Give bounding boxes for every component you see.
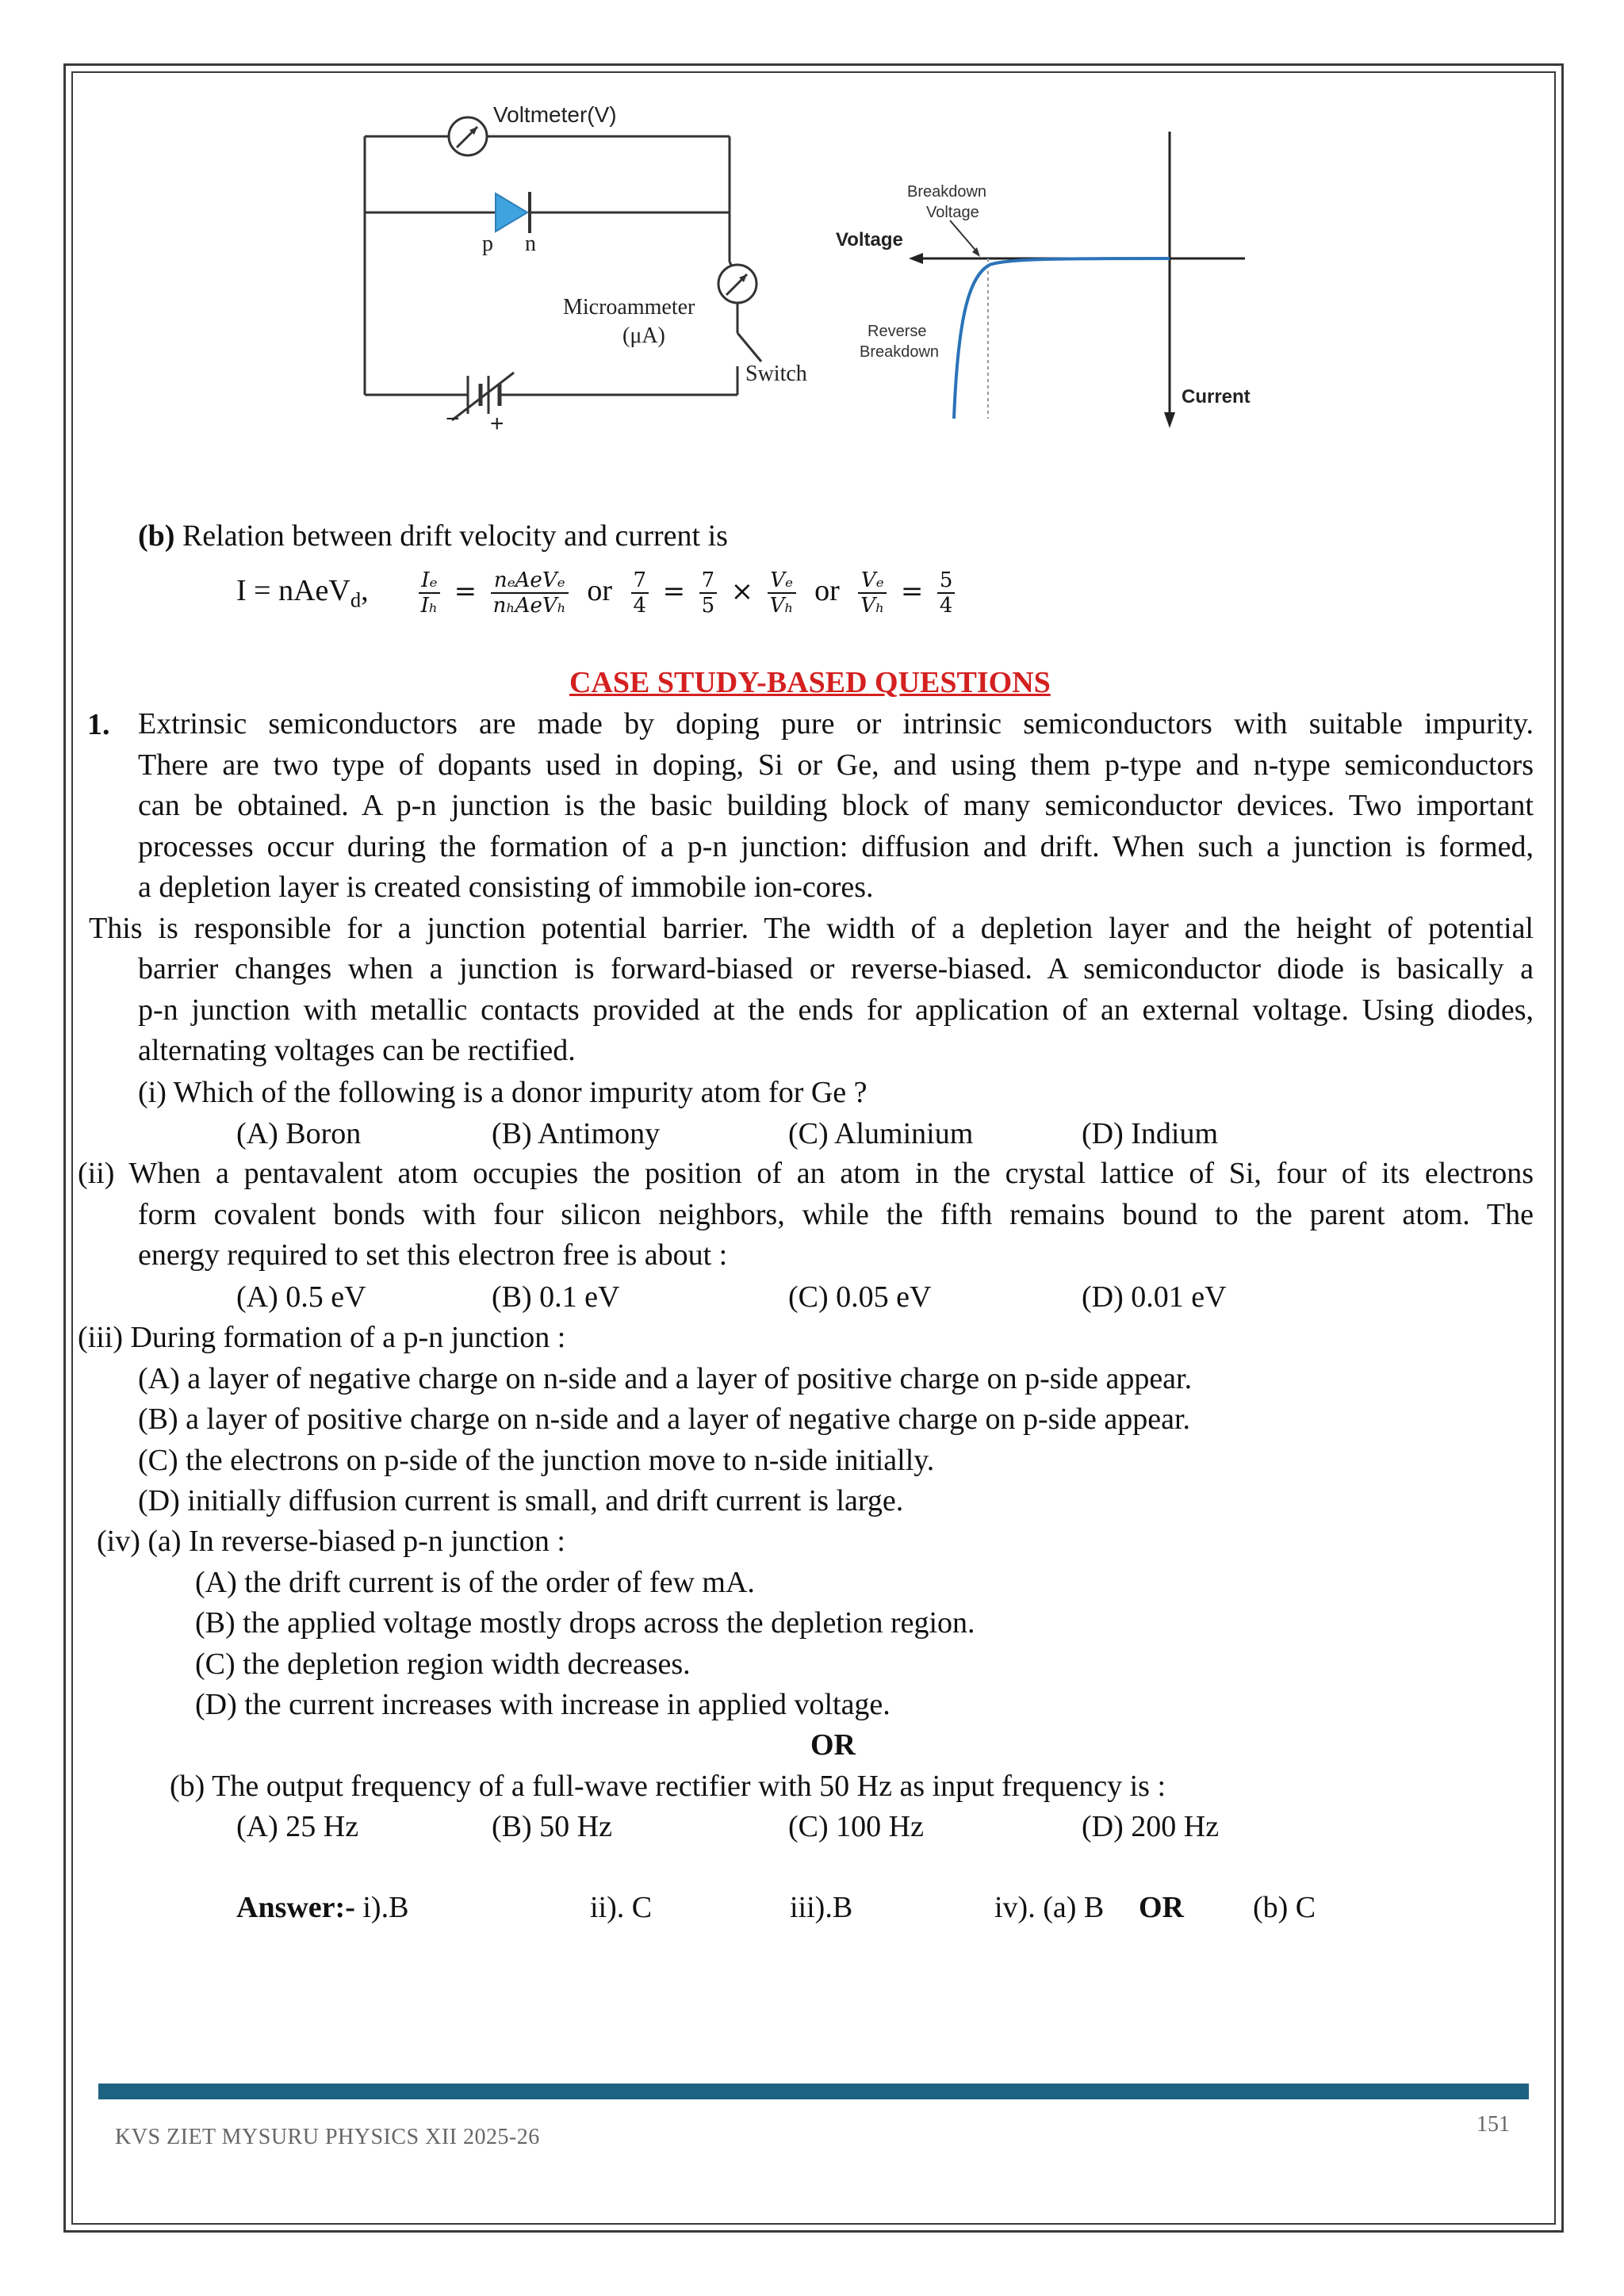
option-iii-a: (A) a layer of negative charge on n-side and a layer of positive charge on p-side appear. [138,1362,1193,1395]
switch-label: Switch [745,362,807,386]
option-iii-b: (B) a layer of positive charge on n-side and a layer of negative charge on p-side appear. [138,1402,1191,1436]
option-iii-d: (D) initially diffusion current is small, and drift current is large. [138,1484,904,1517]
paragraph-line: processes occur during the formation of a p-n junction: diffusion and drift. When such a junction is formed, [138,829,1534,863]
diode-icon [496,193,527,232]
section-heading: CASE STUDY-BASED QUESTIONS [569,666,1051,699]
paragraph-line: a depletion layer is created consisting of immobile ion-cores. [138,871,874,904]
microammeter-unit: (μA) [622,323,665,348]
sub-question-i: (i) Which of the following is a donor impurity atom for Ge ? [138,1076,868,1109]
option-ivb-d: (D) 200 Hz [1082,1810,1220,1843]
option-iii-c: (C) the electrons on p-side of the junction move to n-side initially. [138,1444,935,1477]
option-ii-c: (C) 0.05 eV [788,1280,932,1314]
paragraph-line: This is responsible for a junction potential barrier. The width of a depletion layer and the height of potential [89,911,1534,945]
sub-question-ii [138,1195,1534,1276]
question-number: 1. [87,708,110,741]
paragraph-line: There are two type of dopants used in doping, Si or Ge, and using them p-type and n-type semiconductors [138,748,1534,782]
option-ivb-c: (C) 100 Hz [788,1810,924,1843]
option-i-b: (B) Antimony [492,1117,661,1150]
part-b-text: Relation between drift velocity and current is [174,519,728,553]
formula-current: I = nAeV [236,574,350,607]
circuit-diagram [349,95,856,436]
option-i-d: (D) Indium [1082,1117,1219,1150]
part-b-line [138,515,728,557]
option-i-c: (C) Aluminium [788,1117,974,1150]
variable-battery-icon [452,373,514,420]
or-text: or [814,574,840,607]
option-iv-c: (C) the depletion region width decreases. [195,1647,691,1681]
answer-5: (b) C [1253,1891,1316,1924]
p-label: p [482,232,493,256]
fraction-seven-four: $\frac{7}{4}$ [631,568,649,618]
question-1-paragraph-2-first [89,909,1534,950]
option-ivb-b: (B) 50 Hz [492,1810,612,1843]
paragraph-line: (ii) When a pentavalent atom occupies the position of an atom in the crystal lattice of Si, four of its electrons [78,1157,1534,1190]
answer-3: iii).B [790,1891,853,1924]
paragraph-line: alternating voltages can be rectified. [138,1034,576,1067]
breakdown-curve [954,258,1170,419]
battery-minus: − [446,406,460,432]
paragraph-line: energy required to set this electron free is about : [138,1238,728,1272]
or-divider: OR [810,1728,856,1762]
fraction-velocity-ratio: $\frac{\text{Vₑ}}{\text{Vₕ}}$ [768,568,796,618]
option-iv-b: (B) the applied voltage mostly drops across the depletion region. [195,1606,975,1640]
footer-text: KVS ZIET MYSURU PHYSICS XII 2025-26 [115,2125,540,2149]
footer-bar [98,2084,1529,2099]
breakdown-label-1: Breakdown [907,183,987,201]
equals-sign: = [900,576,924,607]
equals-sign: = [662,576,686,607]
page-number: 151 [1477,2112,1510,2137]
answer-1: i).B [354,1891,409,1924]
reverse-label-1: Reverse [868,323,927,340]
times-sign: × [730,576,754,607]
option-iv-a: (A) the drift current is of the order of few mA. [195,1566,755,1599]
voltmeter-label: Voltmeter(V) [493,102,617,127]
answer-or: OR [1139,1891,1184,1924]
battery-plus: + [490,411,504,436]
answer-label: Answer:- [236,1891,355,1924]
fraction-current-ratio: $\frac{\text{Iₑ}}{\text{Iₕ}}$ [419,568,441,618]
option-i-a: (A) Boron [236,1117,362,1150]
answer-2: ii). C [590,1891,653,1924]
or-text: or [587,574,613,607]
question-1-paragraph-1 [138,704,1534,909]
fraction-expanded: $\frac{\text{nₑAeVₑ}}{\text{nₕAeVₕ}}$ [491,568,569,618]
part-b-label: (b) [138,519,175,553]
breakdown-label-2: Voltage [926,204,979,221]
drift-formula [236,563,958,628]
fraction-velocity-ratio-result: $\frac{\text{Vₑ}}{\text{Vₕ}}$ [858,568,887,618]
reverse-label-2: Breakdown [860,343,940,361]
sub-question-iv: (iv) (a) In reverse-biased p-n junction : [97,1525,565,1558]
equals-sign: = [454,576,477,607]
answer-4: iv). (a) B [994,1891,1105,1924]
option-iv-d: (D) the current increases with increase in applied voltage. [195,1688,891,1721]
answer-line [236,1887,408,1928]
formula-subscript: d [350,587,362,612]
paragraph-line: barrier changes when a junction is forward-biased or reverse-biased. A semiconductor diode is basically a [138,952,1534,985]
formula-comma: , [361,574,369,607]
breakdown-graph [825,119,1269,436]
current-axis-label: Current [1182,386,1251,408]
option-ii-a: (A) 0.5 eV [236,1280,366,1314]
fraction-five-four: $\frac{5}{4}$ [937,568,956,618]
microammeter-label: Microammeter [563,295,695,320]
paragraph-line: Extrinsic semiconductors are made by doping pure or intrinsic semiconductors with suitable impurity. [138,707,1534,740]
sub-question-iv-b: (b) The output frequency of a full-wave rectifier with 50 Hz as input frequency is : [170,1770,1166,1803]
sub-question-ii-first [78,1154,1534,1195]
option-ivb-a: (A) 25 Hz [236,1810,359,1843]
paragraph-line: form covalent bonds with four silicon neighbors, while the fifth remains bound to the parent atom. The [138,1197,1534,1231]
paragraph-line: can be obtained. A p-n junction is the basic building block of many semiconductor devices. Two important [138,789,1534,822]
n-label: n [525,232,536,256]
question-1-paragraph-2 [138,949,1534,1072]
option-ii-b: (B) 0.1 eV [492,1280,620,1314]
sub-question-iii: (iii) During formation of a p-n junction : [78,1321,566,1354]
voltage-axis-label: Voltage [836,229,903,251]
paragraph-line: p-n junction with metallic contacts provided at the ends for application of an external voltage. Using diodes, [138,993,1534,1027]
option-ii-d: (D) 0.01 eV [1082,1280,1227,1314]
fraction-seven-five: $\frac{7}{5}$ [699,568,718,618]
